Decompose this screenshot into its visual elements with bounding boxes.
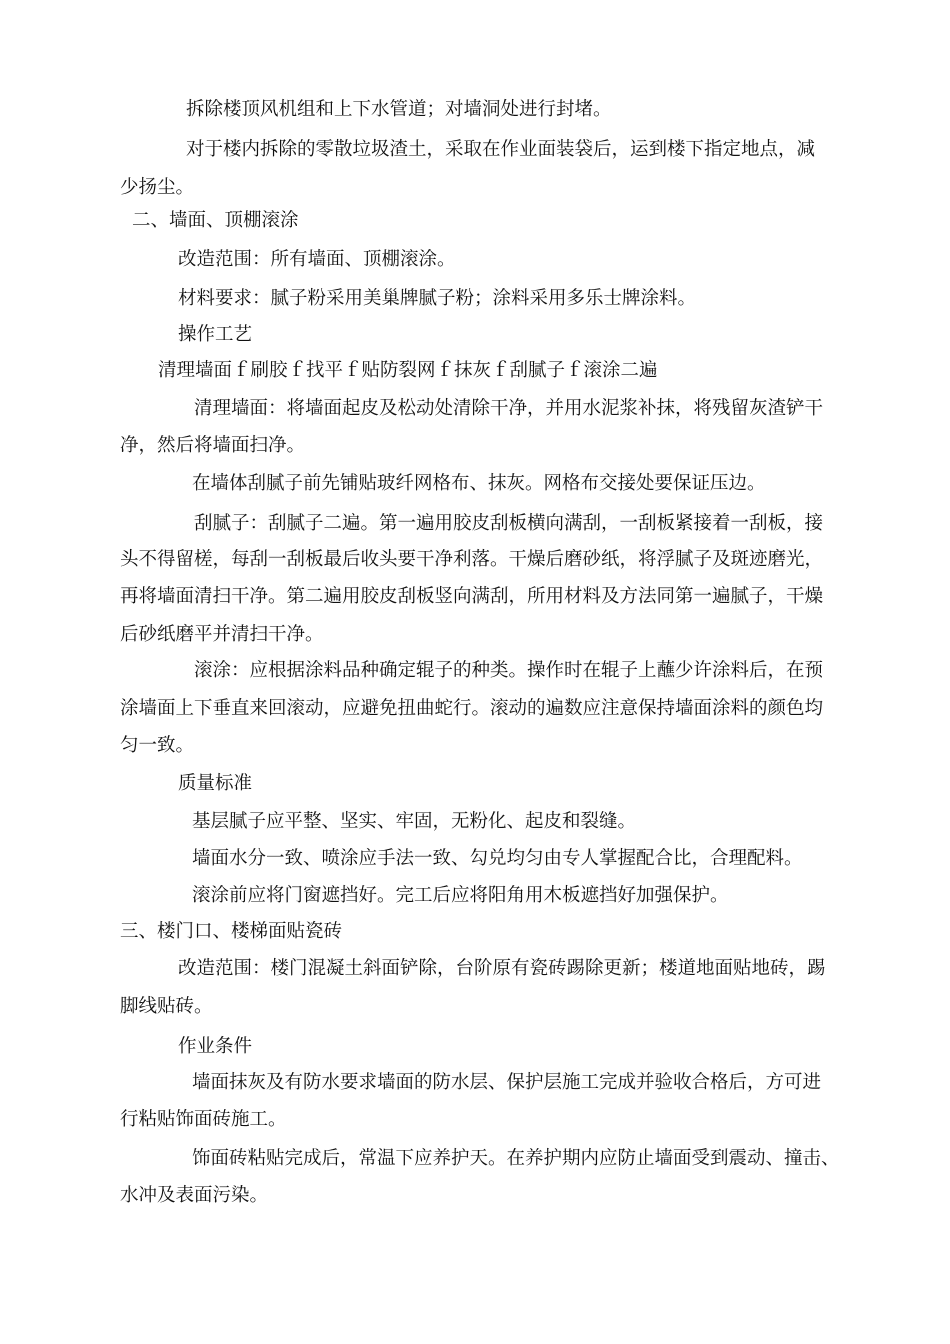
- subheading: 操作工艺: [178, 324, 253, 345]
- text-line: 行粘贴饰面砖施工。: [120, 1109, 287, 1130]
- text-line: 在墙体刮腻子前先铺贴玻纤网格布、抹灰。网格布交接处要保证压边。: [192, 473, 766, 494]
- text-line: 刮腻子：刮腻子二遍。第一遍用胶皮刮板横向满刮，一刮板紧接着一刮板，接: [194, 513, 824, 534]
- text-line: 基层腻子应平整、坚实、牢固，无粉化、起皮和裂缝。: [192, 811, 637, 832]
- text-line: 水冲及表面污染。: [120, 1185, 269, 1206]
- text-line: 清理墙面：将墙面起皮及松动处清除干净，并用水泥浆补抹，将残留灰渣铲干: [194, 398, 824, 419]
- text-line: 滚涂前应将门窗遮挡好。完工后应将阳角用木板遮挡好加强保护。: [192, 885, 729, 906]
- text-line: 少扬尘。: [120, 177, 195, 198]
- text-line: 脚线贴砖。: [120, 996, 213, 1017]
- text-line: 涂墙面上下垂直来回滚动，应避免扭曲蛇行。滚动的遍数应注意保持墙面涂料的颜色均: [120, 698, 824, 719]
- process-flow: 清理墙面ｆ刷胶ｆ找平ｆ贴防裂网ｆ抹灰ｆ刮腻子ｆ滚涂二遍: [158, 360, 658, 381]
- subheading: 质量标准: [178, 773, 253, 794]
- subheading: 作业条件: [178, 1036, 253, 1057]
- text-line: 改造范围：所有墙面、顶棚滚涂。: [178, 249, 456, 270]
- text-line: 拆除楼顶风机组和上下水管道；对墙洞处进行封堵。: [186, 99, 612, 120]
- section-heading: 二、墙面、顶棚滚涂: [132, 210, 299, 231]
- text-line: 头不得留槎，每刮一刮板最后收头要干净利落。干燥后磨砂纸，将浮腻子及斑迹磨光，: [120, 549, 824, 570]
- text-line: 墙面抹灰及有防水要求墙面的防水层、保护层施工完成并验收合格后，方可进: [192, 1072, 822, 1093]
- text-line: 对于楼内拆除的零散垃圾渣土，采取在作业面装袋后，运到楼下指定地点，减: [186, 139, 816, 160]
- text-line: 净，然后将墙面扫净。: [120, 435, 306, 456]
- text-line: 改造范围：楼门混凝土斜面铲除，台阶原有瓷砖踢除更新；楼道地面贴地砖，踢: [178, 958, 826, 979]
- text-line: 再将墙面清扫干净。第二遍用胶皮刮板竖向满刮，所用材料及方法同第一遍腻子，干燥: [120, 586, 824, 607]
- text-line: 饰面砖粘贴完成后，常温下应养护天。在养护期内应防止墙面受到震动、撞击、: [192, 1148, 840, 1169]
- text-line: 材料要求：腻子粉采用美巢牌腻子粉；涂料采用多乐士牌涂料。: [178, 288, 697, 309]
- text-line: 滚涂：应根据涂料品种确定辊子的种类。操作时在辊子上蘸少许涂料后，在预: [194, 660, 824, 681]
- section-heading: 三、楼门口、楼梯面贴瓷砖: [120, 921, 343, 942]
- text-line: 墙面水分一致、喷涂应手法一致、勾兑均匀由专人掌握配合比，合理配料。: [192, 848, 803, 869]
- text-line: 匀一致。: [120, 735, 195, 756]
- text-line: 后砂纸磨平并清扫干净。: [120, 624, 324, 645]
